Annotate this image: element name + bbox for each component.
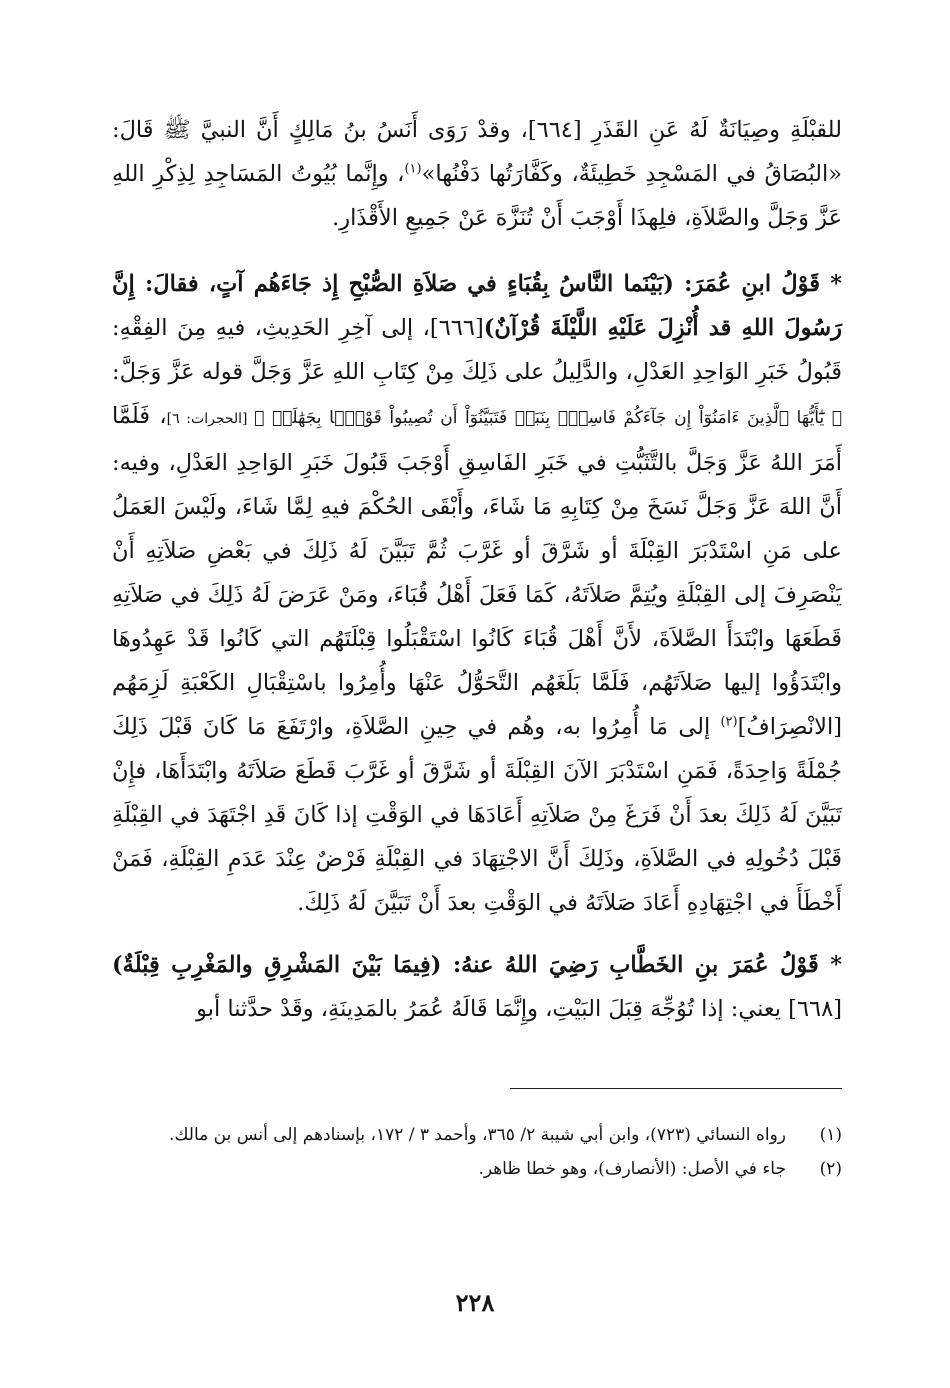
footnote-ref-1: (١) (404, 161, 422, 177)
paragraph-2 (112, 262, 842, 925)
footnotes (112, 1118, 842, 1186)
quran-verse: ﴿ يَٰٓأَيُّهَا ٱلَّذِينَ ءَامَنُوٓاْ إِن جَآءَكُمْ فَاسِقٌۢ بِنَبَإٖ فَتَبَيَّنُوٓاْ أَن تُصِيبُواْ قَوْمَۢا بِجَهَٰلَةٖ ﴾ (254, 408, 842, 428)
footnote-1-number: (١) (819, 1125, 842, 1145)
paragraph-2-text-a: [٦٦٦]، إلى آخِرِ الحَدِيثِ، فيهِ مِنَ الفِقْهِ: قَبُولُ خَبَرِ الوَاحِدِ العَدْلِ، والدَّلِيلُ على ذَلِكَ مِنْ كِتَابِ اللهِ عَزَّ وَجَلَّ قوله عَزَّ وَجَلَّ: (112, 315, 842, 385)
paragraph-1-text-a: للقبْلَةِ وصِيَانَةٌ لَهُ عَنِ القَذَرِ [٦٦٤]، وقدْ رَوَى أَنَسُ بنُ مَالِكٍ أَنَّ النبيَّ ﷺ قَالَ: «البُصَاقُ في المَسْجِدِ خَطِيئَةٌ، وكَفَّارَتُها دَفْنُها» (112, 117, 842, 187)
footnote-2 (112, 1152, 842, 1186)
footnote-2-number: (٢) (819, 1159, 842, 1179)
footnote-divider (510, 1088, 842, 1089)
footnote-ref-2: (٢) (720, 714, 738, 730)
surah-reference: [الحجرات: ٦] (166, 411, 255, 427)
page-number: ٢٢٨ (455, 1288, 495, 1317)
paragraph-2-heading: * قَوْلُ ابنِ عُمَرَ: (بَيْنَما النَّاسُ بِقُبَاءٍ في صَلاَةِ الصُّبْحِ إِذ جَاءَهُم آتٍ، فقالَ: إِنَّ رَسُولَ اللهِ قد أُنْزِلَ عَلَيْهِ اللَّيْلَةَ قُرْآنٌ) (112, 271, 842, 341)
main-text (112, 108, 842, 1031)
footnote-2-text: جاء في الأصل: (الأنصارف)، وهو خطا ظاهر. (478, 1159, 786, 1179)
paragraph-3-heading: * قَوْلُ عُمَرَ بنِ الخَطَّابِ رَضِيَ اللهُ عنهُ: (فِيمَا بَيْنَ المَشْرِقِ والمَغْرِبِ قِبْلَةٌ) (112, 952, 842, 978)
footnote-1 (112, 1118, 842, 1152)
paragraph-3-text: [٦٦٨] يعني: إذا تُوُجِّهَ قِبَلَ البَيْتِ، وإِنَّمَا قَالَهُ عُمَرُ بالمَدِينَةِ، وقَدْ حدَّثنا أبو (196, 996, 842, 1022)
paragraph-2-text-c: إلى مَا أُمِرُوا به، وهُم في حِينِ الصَّلاَةِ، وارْتَفَعَ مَا كَانَ قَبْلَ ذَلِكَ جُمْلَةً وَاحِدَةً، فَمَنِ اسْتَدْبَرَ الآنَ القِبْلَةَ أو شَرَّقَ أو غَرَّبَ قَطَعَ صَلاَتَهُ وابْتَدَأَهَا، فإِنْ تَبَيَّنَ لَهُ ذَلِكَ بعدَ أَنْ فَرَغَ مِنْ صَلاَتِهِ أَعَادَهَا في الوَقْتِ إذا كَانَ قَدِ اجْتَهَدَ في القِبْلَةِ قَبْلَ دُخُولِهِ في الصَّلاَةِ، وذَلِكَ أَنَّ الاجْتِهَادَ في القِبْلَةِ فَرْضٌ عِنْدَ عَدَمِ القِبْلَةِ، فَمَنْ أَخْطَأَ في اجْتِهَادِهِ أَعَادَ صَلاَتَهُ في الوَقْتِ بعدَ أَنْ تَبَيَّنَ لَهُ ذَلِكَ. (112, 714, 842, 916)
paragraph-1 (112, 108, 842, 240)
paragraph-1-text-b: ، وإِنَّما بُيُوتُ المَسَاجِدِ لِذِكْرِ اللهِ عَزَّ وَجَلَّ والصَّلاَةِ، فلِهذَا أَوْجَبَ أَنْ تُنَزَّهَ عَنْ جَمِيعِ الأَقْذَارِ. (112, 161, 842, 231)
paragraph-3 (112, 943, 842, 1031)
paragraph-2-text-b: ، فَلَمَّا أَمَرَ اللهُ عَزَّ وَجَلَّ بالتَّثَبُّتِ في خَبَرِ الفَاسِقِ أَوْجَبَ قَبُولَ خَبَرِ الوَاحِدِ العَدْلِ، وفيه: أَنَّ اللهَ عَزَّ وَجَلَّ نَسَخَ مِنْ كِتَابِهِ مَا شَاءَ، وأَبْقَى الحُكْمَ فيهِ لِمَّا شَاءَ، ولَيْسَ العَمَلُ على مَنِ اسْتَدْبَرَ القِبْلَةَ أو شَرَّقَ أو غَرَّبَ ثُمَّ تَبَيَّنَ لَهُ ذَلِكَ في بَعْضِ صَلاَتِهِ أَنْ يَنْصَرِفَ إلى القِبْلَةِ ويُتِمَّ صَلاَتَهُ، كَمَا فَعَلَ أَهْلُ قُبَاءَ، ومَنْ عَرَضَ لَهُ ذَلِكَ في صَلاَتِهِ قَطَعَهَا وابْتَدَأَ الصَّلاَةَ، لأَنَّ أَهْلَ قُبَاءَ كَانُوا اسْتَقْبَلُوا قِبْلَتَهُم التي كَانُوا قَدْ عَهِدُوهَا وابْتَدَؤُوا إليها صَلاَتَهُم، فَلَمَّا بَلَغَهُم التَّحَوُّلُ عَنْهَا وأُمِرُوا باسْتِقْبَالِ الكَعْبَةِ لَزِمَهُم [الانْصِرَافُ] (112, 403, 842, 740)
footnote-1-text: رواه النسائي (٧٢٣)، وابن أبي شيبة ٢/ ٣٦٥، وأحمد ٣ / ١٧٢، بإسنادهم إلى أنس بن مالك. (169, 1125, 786, 1145)
